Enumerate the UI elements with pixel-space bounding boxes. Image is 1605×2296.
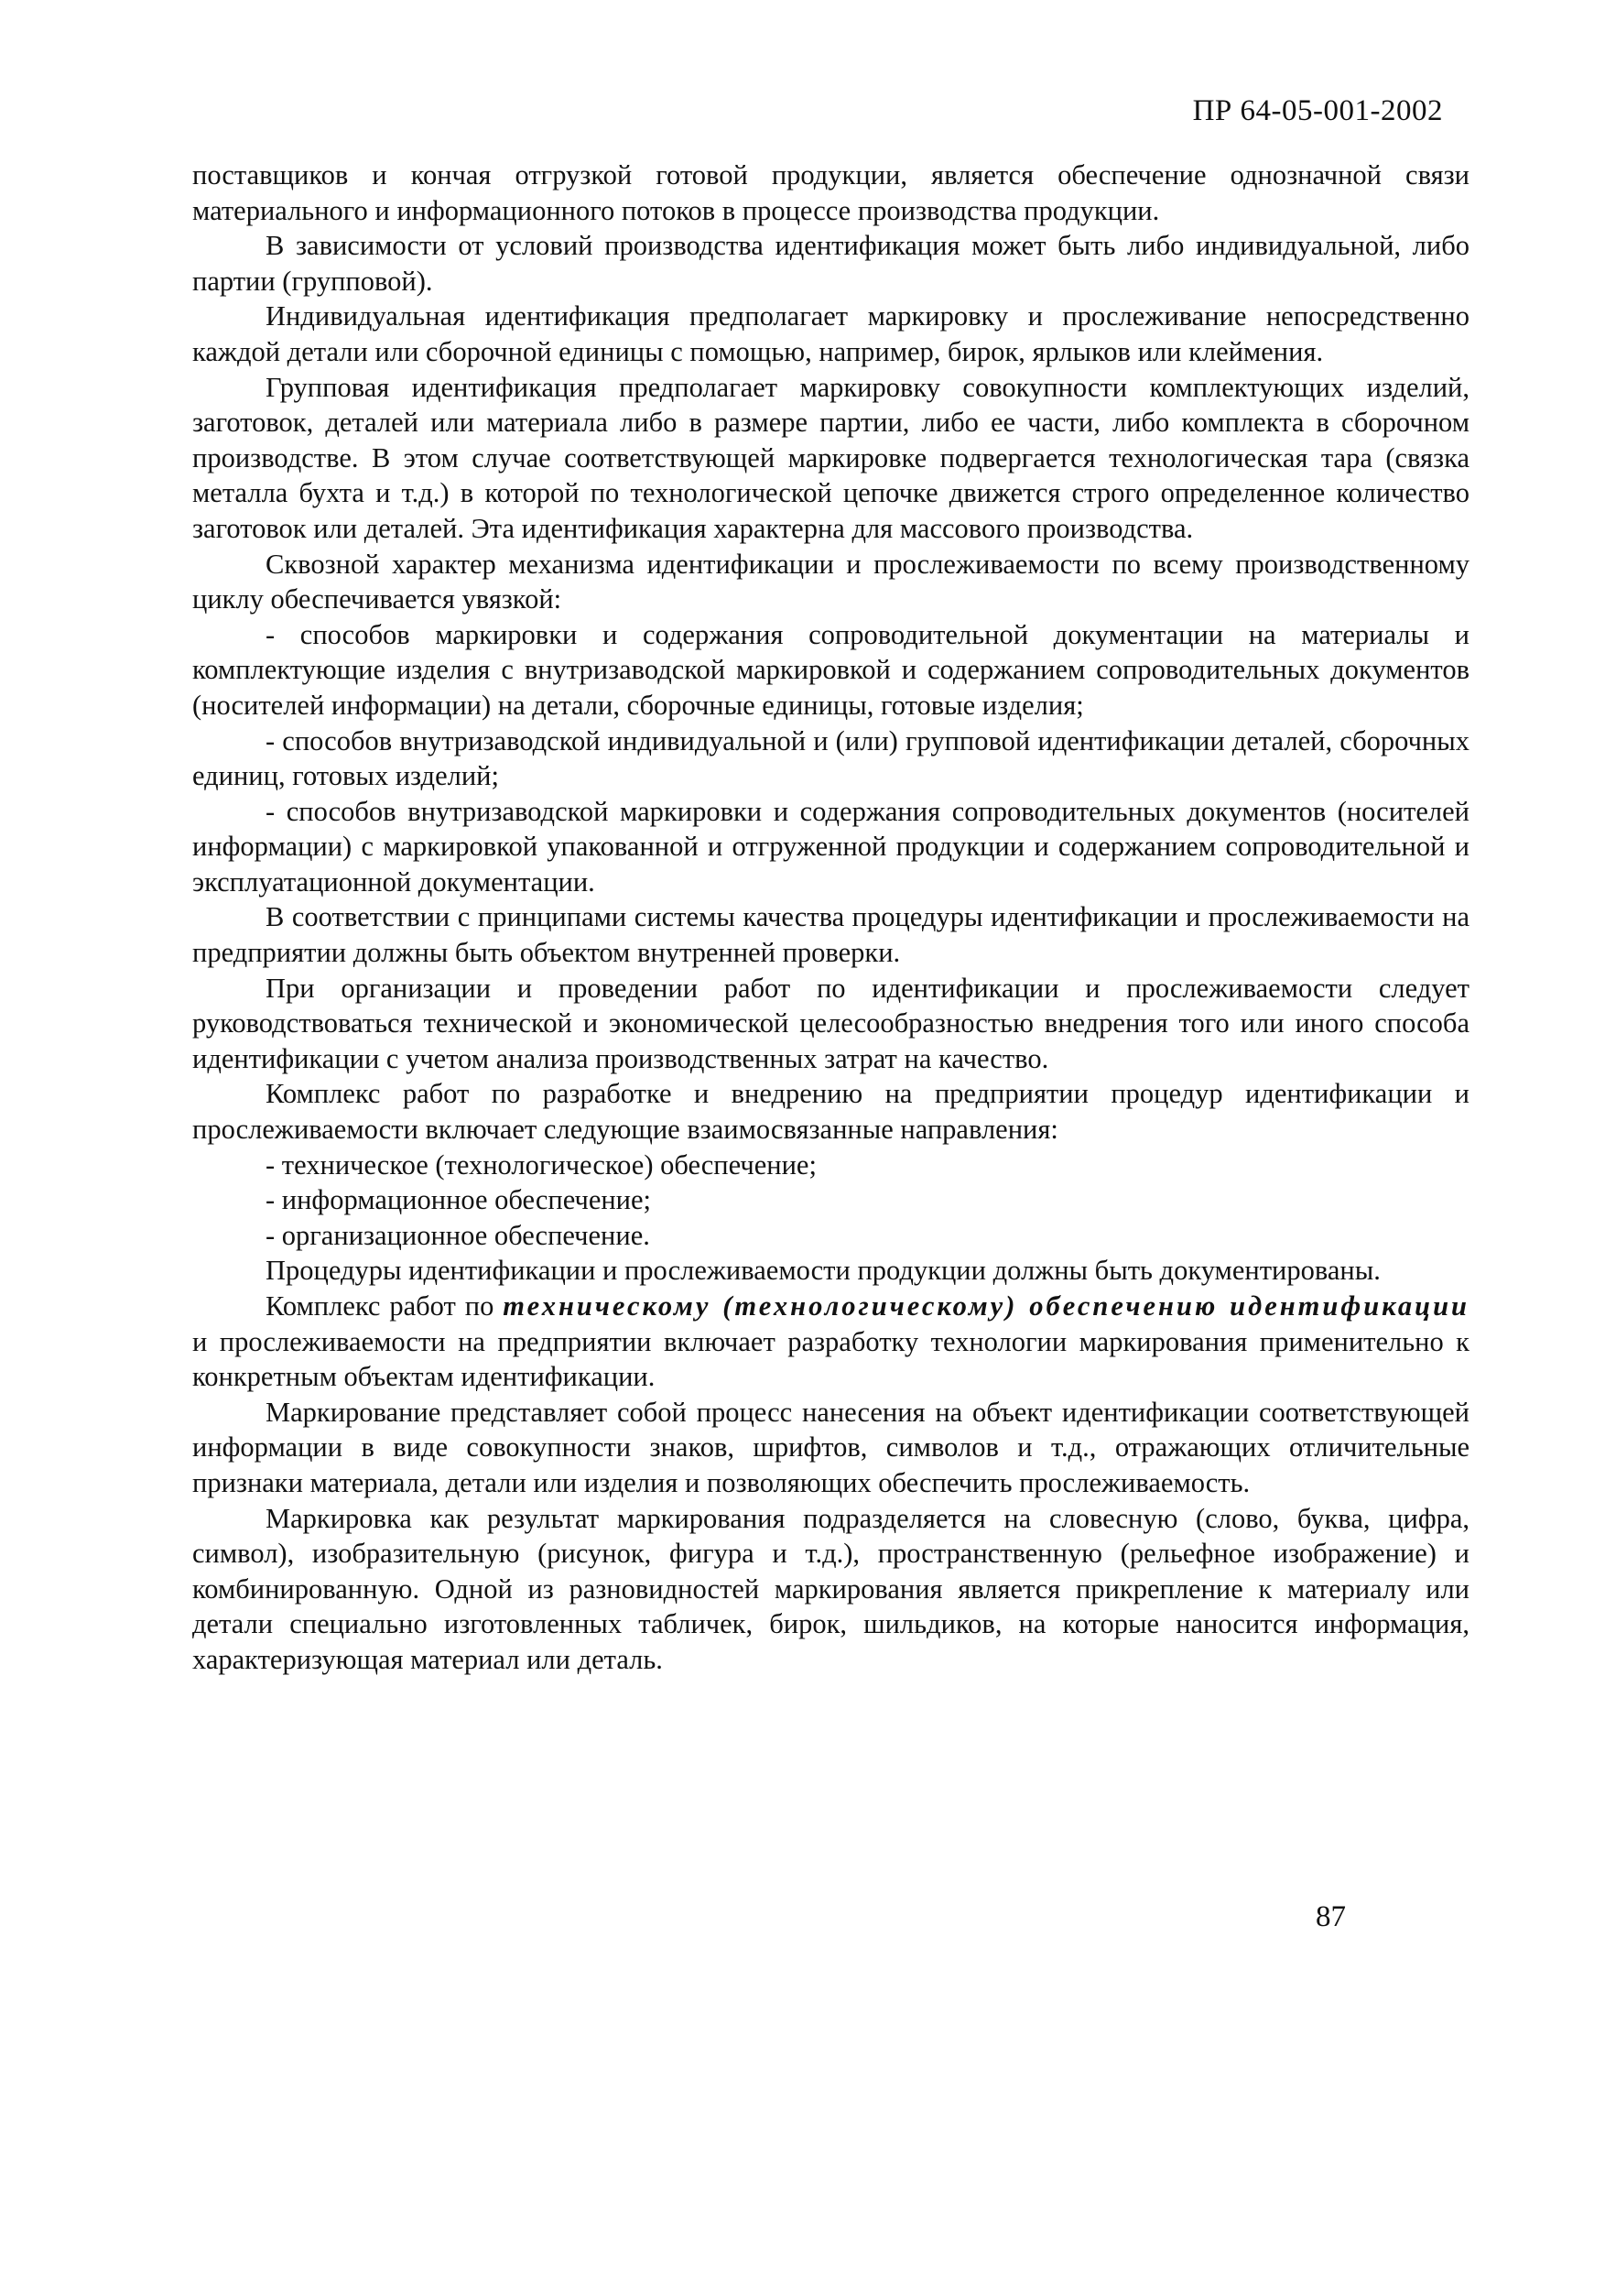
list-item: - информационное обеспечение;: [266, 1184, 652, 1216]
paragraph: Маркировка как результат маркирования подразделяется на словесную (слово, буква, цифра, символ), изобразительную (рисунок, фигура и т.д.), пространственную (рельефное изображение) и комбинированную. Одной из разновидностей маркирования является прикрепление к материалу или детали специально изготовленных табличек, бирок, шильдиков, на которые наносится информация, характеризующая материал или деталь.: [192, 1502, 1469, 1675]
paragraph: Групповая идентификация предполагает маркировку совокупности комплектующих изделий, заготовок, деталей или материала либо в размере партии, либо ее части, либо комплекта в сборочном производстве. В этом случае соответствующей маркировке подвергается технологическая тара (связка металла бухта и т.д.) в которой по технологической цепочке движется строго определенное количество заготовок или деталей. Эта идентификация характерна для массового производства.: [192, 371, 1469, 544]
list-item: - способов маркировки и содержания сопроводительной документации на материалы и комплектующие изделия с внутризаводской маркировкой и содержанием сопроводительных документов (носителей информации) на детали, сборочные единицы, готовые изделия;: [192, 618, 1469, 721]
list-item: - организационное обеспечение.: [266, 1219, 650, 1251]
emphasis-paragraph-start: Комплекс работ по: [266, 1290, 504, 1322]
paragraph: При организации и проведении работ по идентификации и прослеживаемости следует руководствоваться технической и экономической целесообразностью внедрения того или иного способа идентификации с учетом анализа производственных затрат на качество.: [192, 972, 1469, 1074]
paragraph: Маркирование представляет собой процесс нанесения на объект идентификации соответствующей информации в виде совокупности знаков, шрифтов, символов и т.д., отражающих отличительные признаки материала, детали или изделия и позволяющих обеспечить прослеживаемость.: [192, 1396, 1469, 1498]
list-item: - способов внутризаводской индивидуальной и (или) групповой идентификации деталей, сборочных единиц, готовых изделий;: [192, 724, 1469, 792]
paragraph: поставщиков и кончая отгрузкой готовой продукции, является обеспечение однозначной связи материального и информационного потоков в процессе производства продукции.: [192, 159, 1469, 226]
paragraph: Процедуры идентификации и прослеживаемости продукции должны быть документированы.: [266, 1255, 1381, 1287]
list-item: - техническое (технологическое) обеспечение;: [266, 1148, 817, 1181]
list-item: - способов внутризаводской маркировки и содержания сопроводительных документов (носителей информации) с маркировкой упакованной и отгруженной продукции и содержанием сопроводительной и эксплуатационной документации.: [192, 795, 1469, 898]
paragraph: Индивидуальная идентификация предполагает маркировку и прослеживание непосредственно каждой детали или сборочной единицы с помощью, например, бирок, ярлыков или клеймения.: [192, 300, 1469, 367]
emphasis-paragraph: [192, 1289, 1469, 1395]
document-code: ПР 64-05-001-2002: [1192, 94, 1443, 127]
emphasis-paragraph-end: и прослеживаемости на предприятии включает разработку технологии маркирования применительно к конкретным объектам идентификации.: [192, 1325, 1469, 1393]
paragraph: Комплекс работ по разработке и внедрению на предприятии процедур идентификации и прослеживаемости включает следующие взаимосвязанные направления:: [192, 1078, 1469, 1146]
paragraph: Сквозной характер механизма идентификации и прослеживаемости по всему производственному циклу обеспечивается увязкой:: [192, 548, 1469, 615]
page-body: [192, 158, 1469, 1678]
emphasized-term: техническому (технологическому) обеспечению идентификации: [503, 1290, 1469, 1322]
paragraph: В соответствии с принципами системы качества процедуры идентификации и прослеживаемости на предприятии должны быть объектом внутренней проверки.: [192, 901, 1469, 969]
paragraph: В зависимости от условий производства идентификация может быть либо индивидуальной, либо партии (групповой).: [192, 230, 1469, 297]
page-number: 87: [1316, 1900, 1346, 1933]
